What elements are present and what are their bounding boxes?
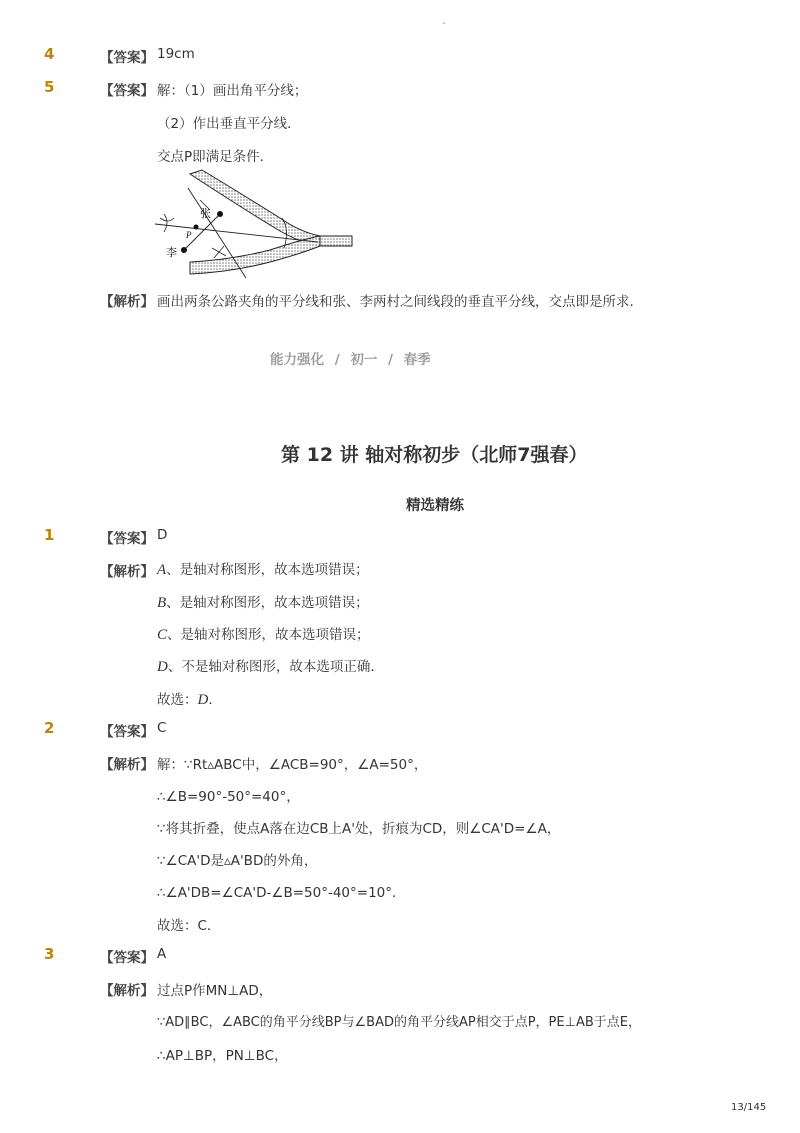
label-li: 李 [166, 246, 177, 259]
analysis-text: 画出两条公路夹角的平分线和张、李两村之间线段的垂直平分线，交点即是所求． [157, 294, 643, 310]
analysis-line: ∴AP⊥BP，PN⊥BC， [157, 1048, 288, 1064]
answer-line: 解：（1）画出角平分线； [157, 83, 308, 99]
analysis-line: 解：∵Rt▵ABC中，∠ACB=90°，∠A=50°， [157, 757, 428, 773]
analysis-tag: 【解析】 [100, 294, 154, 310]
answer-text: A [157, 946, 167, 962]
analysis-tag: 【解析】 [100, 564, 154, 580]
option-letter: C [157, 627, 168, 643]
conclusion-letter: D [197, 692, 209, 708]
question-number: 4 [44, 45, 55, 63]
top-mark: - [442, 16, 446, 29]
label-zhang: 张 [200, 207, 211, 220]
answer-line: 交点P即满足条件． [157, 149, 274, 165]
analysis-line: ∴∠A'DB=∠CA'D-∠B=50°-40°=10°． [157, 885, 406, 901]
answer-text: 19cm [157, 46, 195, 62]
analysis-line: ∵∠CA'D是▵A'BD的外角， [157, 853, 318, 869]
answer-tag: 【答案】 [100, 531, 154, 547]
analysis-line: ∵将其折叠，使点A落在边CB上A'处，折痕为CD，则∠CA'D=∠A， [157, 821, 561, 837]
question-number: 2 [44, 719, 55, 737]
answer-tag: 【答案】 [100, 50, 154, 66]
question-number: 5 [44, 78, 55, 96]
question-number: 1 [44, 526, 55, 544]
answer-text: C [157, 720, 167, 736]
analysis-line: ∵AD∥BC，∠ABC的角平分线BP与∠BAD的角平分线AP相交于点P，PE⊥AB于点E， [157, 1015, 641, 1030]
answer-line: （2）作出垂直平分线． [157, 116, 301, 132]
analysis-line [157, 623, 370, 644]
analysis-line [157, 655, 384, 676]
page-number: 13/145 [731, 1102, 767, 1113]
option-letter: B [157, 595, 167, 611]
lower-road [190, 236, 320, 274]
question-number: 3 [44, 945, 55, 963]
label-p: P [186, 230, 192, 240]
option-text: 、是轴对称图形，故本选项错误； [166, 562, 369, 578]
conclusion-suffix: ． [208, 692, 222, 708]
analysis-line: 故选：C． [157, 918, 221, 934]
point-li [181, 247, 187, 253]
point-p [194, 225, 199, 230]
answer-text: D [157, 527, 168, 543]
answer-tag: 【答案】 [100, 83, 154, 99]
point-zhang [217, 211, 223, 217]
option-text: 、是轴对称图形，故本选项错误； [167, 627, 370, 643]
road-diagram [150, 166, 355, 281]
lecture-title: 第 12 讲 轴对称初步（北师7强春） [281, 444, 588, 466]
upper-road [190, 170, 352, 246]
section-header: 能力强化 / 初一 / 春季 [270, 352, 431, 368]
conclusion-line [157, 688, 222, 709]
analysis-line: 过点P作MN⊥AD， [157, 983, 273, 999]
option-text: 、是轴对称图形，故本选项错误； [166, 595, 369, 611]
analysis-line [157, 558, 369, 579]
analysis-tag: 【解析】 [100, 983, 154, 999]
option-text: 、不是轴对称图形，故本选项正确． [167, 659, 384, 675]
conclusion-prefix: 故选： [157, 692, 198, 708]
answer-tag: 【答案】 [100, 950, 154, 966]
subtitle: 精选精练 [406, 498, 464, 514]
analysis-line: ∴∠B=90°-50°=40°， [157, 789, 300, 805]
option-letter: A [157, 562, 167, 578]
option-letter: D [157, 659, 168, 675]
analysis-tag: 【解析】 [100, 757, 154, 773]
answer-tag: 【答案】 [100, 724, 154, 740]
analysis-line [157, 591, 369, 612]
